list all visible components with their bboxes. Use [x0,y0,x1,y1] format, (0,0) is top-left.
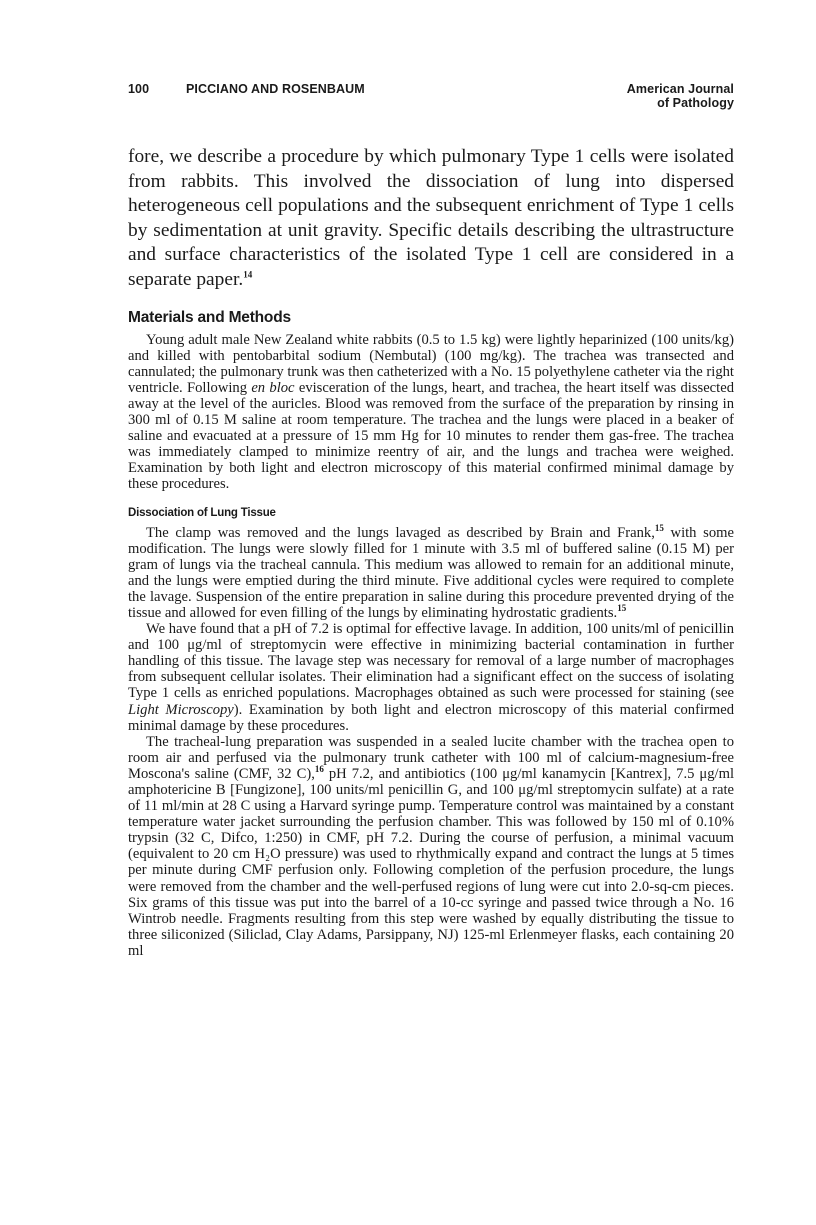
subsection-heading: Dissociation of Lung Tissue [128,506,276,519]
body-paragraph: The tracheal-lung preparation was suspended in a sealed lucite chamber with the trachea open to room air and perfused via the pulmonary trunk catheter with 100 ml of calcium-magnesium-free Moscona's saline (CMF, 32 C),$^{16}$ pH 7.2, and antibiotics (100 μg/ml kanamycin [Kantrex], 7.5 μg/ml amphotericine B [Fungizone], 100 units/ml penicillin G, and 100 μg/ml streptomycin sulfate) at a rate of 11 ml/min at 28 C using a Harvard syringe pump. Temperature control was maintained by a constant temperature water jacket surrounding the perfusion chamber. This was followed by 150 ml of 0.10% trypsin (32 C, Difco, 1:250) in CMF, pH 7.2. During the course of perfusion, a minimal vacuum (equivalent to 20 cm H₂O pressure) was used to rhythmically expand and contract the lungs at 5 times per minute during CMF perfusion only. Following completion of the perfusion procedure, the lungs were removed from the chamber and the well-perfused regions of lung were cut into 2.0-sq-cm pieces. Six grams of this tissue was put into the barrel of a 10-cc syringe and passed twice through a No. 16 Wintrob needle. Fragments resulting from this step were washed by equally distributing the tissue to three siliconized (Siliclad, Clay Adams, Parsippany, NJ) 125-ml Erlenmeyer flasks, each containing 20 ml [128,733,734,959]
journal-line-1: American Journal [626,82,734,96]
intro-paragraph [128,145,734,293]
running-authors: PICCIANO AND ROSENBAUM [186,82,365,96]
journal-page [128,82,734,959]
reference-marker: 16 [314,764,324,775]
dissociation-section [128,522,734,960]
reference-marker: 15 [617,603,627,614]
section-heading: Materials and Methods [128,308,291,326]
journal-line-2: of Pathology [657,96,734,110]
body-paragraph: We have found that a pH of 7.2 is optimal for effective lavage. In addition, 100 units/ml of penicillin and 100 μg/ml of streptomycin were effective in minimizing bacterial contamination in further handling of this tissue. The lavage step was necessary for removal of a large number of macrophages from subsequent cellular isolates. Their elimination had a significant effect on the success of isolating Type 1 cells as enriched populations. Macrophages obtained as such were processed for staining (see Light Microscopy). Examination by both light and electron microscopy of this material confirmed minimal damage by these procedures. [128,621,734,734]
body-paragraph: The clamp was removed and the lungs lavaged as described by Brain and Frank,$^{15}$ with some modification. The lungs were slowly filled for 1 minute with 3.5 ml of buffered saline (0.15 M) per gram of lungs via the tracheal cannula. This medium was allowed to remain for an additional minute, and the lungs were emptied during the third minute. Five additional cycles were required to complete the lavage. Suspension of the entire preparation in saline during this procedure prevented drying of the tissue and allowed for even filling of the lungs by eliminating hydrostatic gradients.$^{15}$ [128,522,734,621]
reference-marker: 14 [243,269,253,280]
italic-phrase: Light Microscopy [128,701,234,718]
body-paragraph: Young adult male New Zealand white rabbits (0.5 to 1.5 kg) were lightly heparinized (100 units/kg) and killed with pentobarbital sodium (Nembutal) (100 mg/kg). The trachea was transected and cannulated; the pulmonary trunk was then catheterized with a No. 15 polyethylene catheter via the right ventricle. Following en bloc evisceration of the lungs, heart, and trachea, the heart itself was dissected away at the level of the auricles. Blood was removed from the surface of the preparation by rinsing in 300 ml of 0.15 M saline at room temperature. The trachea and the lungs were placed in a beaker of saline and evacuated at a pressure of 15 mm Hg for 10 minutes to render them gas-free. The trachea was immediately clamped to minimize reentry of air, and the lungs and trachea were weighed. Examination by both light and electron microscopy of this material confirmed minimal damage by these procedures. [128,331,734,493]
page-number: 100 [128,82,150,96]
materials-section [128,332,734,493]
intro-text: fore, we describe a procedure by which pulmonary Type 1 cells were isolated from rabbits. This involved the dissociation of lung into dispersed heterogeneous cell populations and the subsequent enrichment of Type 1 cells by sedimentation at unit gravity. Specific details describing the ultrastructure and surface characteristics of the isolated Type 1 cell are considered in a separate paper. [128,146,734,290]
journal-name [627,82,734,110]
running-header [128,82,734,118]
reference-marker: 15 [654,522,664,533]
italic-phrase: en bloc [251,379,295,396]
